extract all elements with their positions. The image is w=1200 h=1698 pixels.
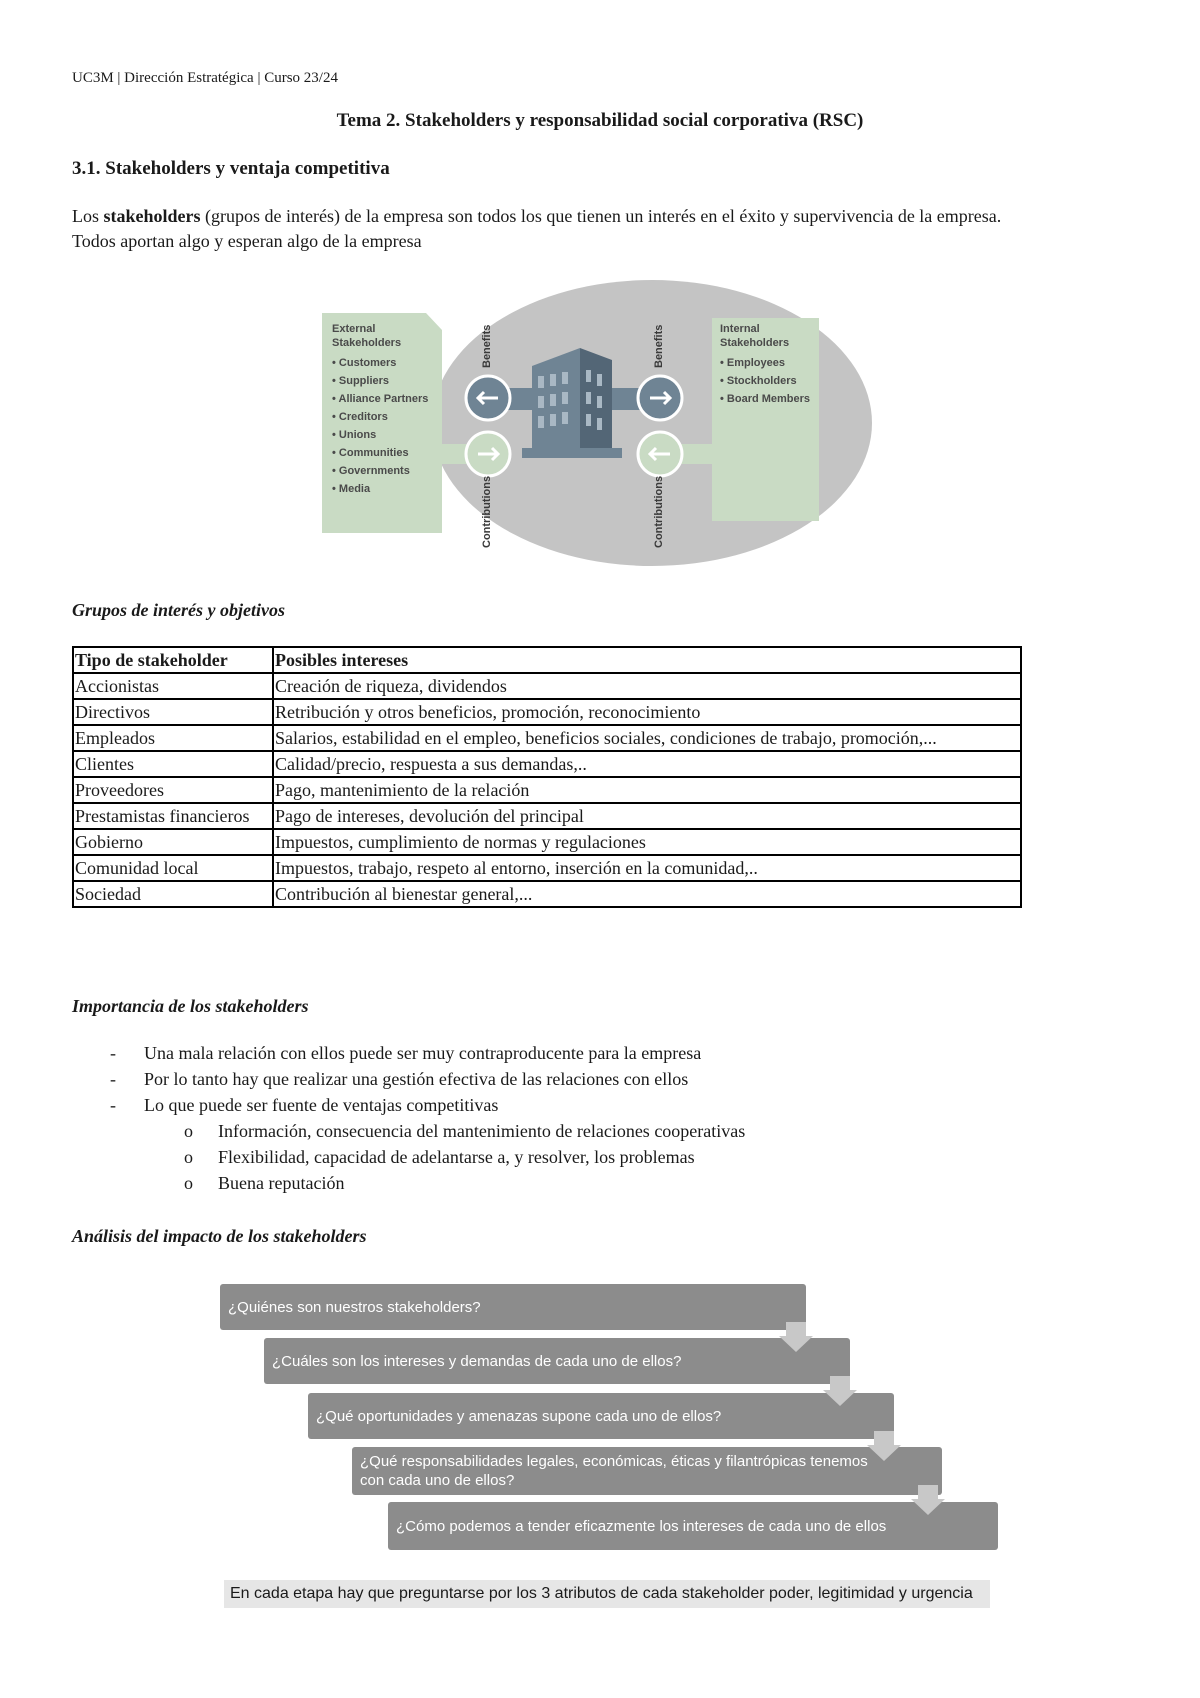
sub-list-item: o Flexibilidad, capacidad de adelantarse a, y resolver, los problemas	[72, 1144, 745, 1170]
contribution-arrow-left-icon	[638, 432, 682, 476]
analysis-step-3: ¿Qué oportunidades y amenazas supone cada uno de ellos?	[308, 1393, 894, 1439]
sub-list-item: o Buena reputación	[72, 1170, 745, 1196]
intro-text-before: Los	[72, 206, 104, 226]
table-row	[73, 855, 1021, 881]
table-row	[73, 881, 1021, 907]
intro-bold-stakeholders: stakeholders	[103, 206, 201, 226]
external-item: • Governments	[332, 465, 410, 477]
internal-item: • Board Members	[720, 393, 811, 405]
internal-item: • Stockholders	[720, 375, 797, 387]
external-title-1: External	[332, 323, 376, 335]
course-header: UC3M | Dirección Estratégica | Curso 23/24	[72, 70, 338, 86]
importance-heading: Importancia de los stakeholders	[72, 996, 309, 1016]
table-header-cell: Posibles intereses	[273, 647, 1021, 673]
external-item: • Media	[332, 483, 371, 495]
list-item: - Por lo tanto hay que realizar una gestión efectiva de las relaciones con ellos	[72, 1066, 745, 1092]
importance-list	[72, 1040, 745, 1196]
table-cell: Empleados	[73, 725, 273, 751]
table-cell: Salarios, estabilidad en el empleo, beneficios sociales, condiciones de trabajo, promoción,...	[273, 725, 1021, 751]
section-heading: 3.1. Stakeholders y ventaja competitiva	[72, 158, 390, 179]
benefit-arrow-left-icon	[466, 376, 510, 420]
table-row	[73, 829, 1021, 855]
table-cell: Gobierno	[73, 829, 273, 855]
external-title-2: Stakeholders	[332, 337, 402, 349]
contributions-label-left: Contributions	[481, 475, 493, 548]
table-cell: Pago de intereses, devolución del principal	[273, 803, 1021, 829]
intro-line-2: Todos aportan algo y esperan algo de la empresa	[72, 231, 422, 251]
table-cell: Calidad/precio, respuesta a sus demandas,..	[273, 751, 1021, 777]
groups-heading: Grupos de interés y objetivos	[72, 600, 285, 620]
table-cell: Proveedores	[73, 777, 273, 803]
analysis-step-1: ¿Quiénes son nuestros stakeholders?	[220, 1284, 806, 1330]
table-row	[73, 673, 1021, 699]
table-cell: Creación de riqueza, dividendos	[273, 673, 1021, 699]
analysis-step-5: ¿Cómo podemos a tender eficazmente los intereses de cada uno de ellos	[388, 1502, 998, 1550]
contribution-arrow-right-icon	[466, 432, 510, 476]
list-item: - Una mala relación con ellos puede ser muy contraproducente para la empresa	[72, 1040, 745, 1066]
table-cell: Prestamistas financieros	[73, 803, 273, 829]
benefit-arrow-right-icon	[638, 376, 682, 420]
sub-list-item: o Información, consecuencia del mantenimiento de relaciones cooperativas	[72, 1118, 745, 1144]
table-row	[73, 751, 1021, 777]
external-item: • Alliance Partners	[332, 393, 429, 405]
document-title: Tema 2. Stakeholders y responsabilidad social corporativa (RSC)	[336, 110, 864, 131]
benefits-label-right: Benefits	[653, 324, 665, 368]
table-cell: Retribución y otros beneficios, promoción, reconocimiento	[273, 699, 1021, 725]
internal-item: • Employees	[720, 357, 785, 369]
table-cell: Accionistas	[73, 673, 273, 699]
table-cell: Impuestos, cumplimiento de normas y regulaciones	[273, 829, 1021, 855]
analysis-step-4: ¿Qué responsabilidades legales, económicas, éticas y filantrópicas tenemos con cada uno de ellos?	[352, 1447, 942, 1495]
intro-text-after: (grupos de interés) de la empresa son todos los que tienen un interés en el éxito y supervivencia de la empresa.	[200, 206, 1002, 226]
analysis-note: En cada etapa hay que preguntarse por los 3 atributos de cada stakeholder poder, legitimidad y urgencia	[224, 1580, 990, 1608]
table-header-row	[73, 647, 1021, 673]
intro-paragraph	[72, 204, 1142, 254]
analysis-step-2: ¿Cuáles son los intereses y demandas de cada uno de ellos?	[264, 1338, 850, 1384]
external-item: • Creditors	[332, 411, 388, 423]
internal-title-1: Internal	[720, 323, 760, 335]
stakeholder-interests-table	[72, 646, 1022, 908]
table-row	[73, 699, 1021, 725]
table-cell: Impuestos, trabajo, respeto al entorno, inserción en la comunidad,..	[273, 855, 1021, 881]
building-icon	[522, 348, 622, 458]
table-row	[73, 803, 1021, 829]
table-cell: Clientes	[73, 751, 273, 777]
list-item: - Lo que puede ser fuente de ventajas competitivas	[72, 1092, 745, 1118]
internal-title-2: Stakeholders	[720, 337, 790, 349]
table-row	[73, 777, 1021, 803]
table-header-cell: Tipo de stakeholder	[73, 647, 273, 673]
external-item: • Suppliers	[332, 375, 390, 387]
table-cell: Pago, mantenimiento de la relación	[273, 777, 1021, 803]
external-item: • Customers	[332, 357, 397, 369]
table-cell: Comunidad local	[73, 855, 273, 881]
stakeholders-diagram	[322, 278, 882, 568]
table-cell: Sociedad	[73, 881, 273, 907]
table-cell: Directivos	[73, 699, 273, 725]
table-row	[73, 725, 1021, 751]
benefits-label-left: Benefits	[481, 324, 493, 368]
external-item: • Unions	[332, 429, 377, 441]
analysis-heading: Análisis del impacto de los stakeholders	[72, 1226, 367, 1246]
contributions-label-right: Contributions	[653, 475, 665, 548]
external-item: • Communities	[332, 447, 409, 459]
table-cell: Contribución al bienestar general,...	[273, 881, 1021, 907]
